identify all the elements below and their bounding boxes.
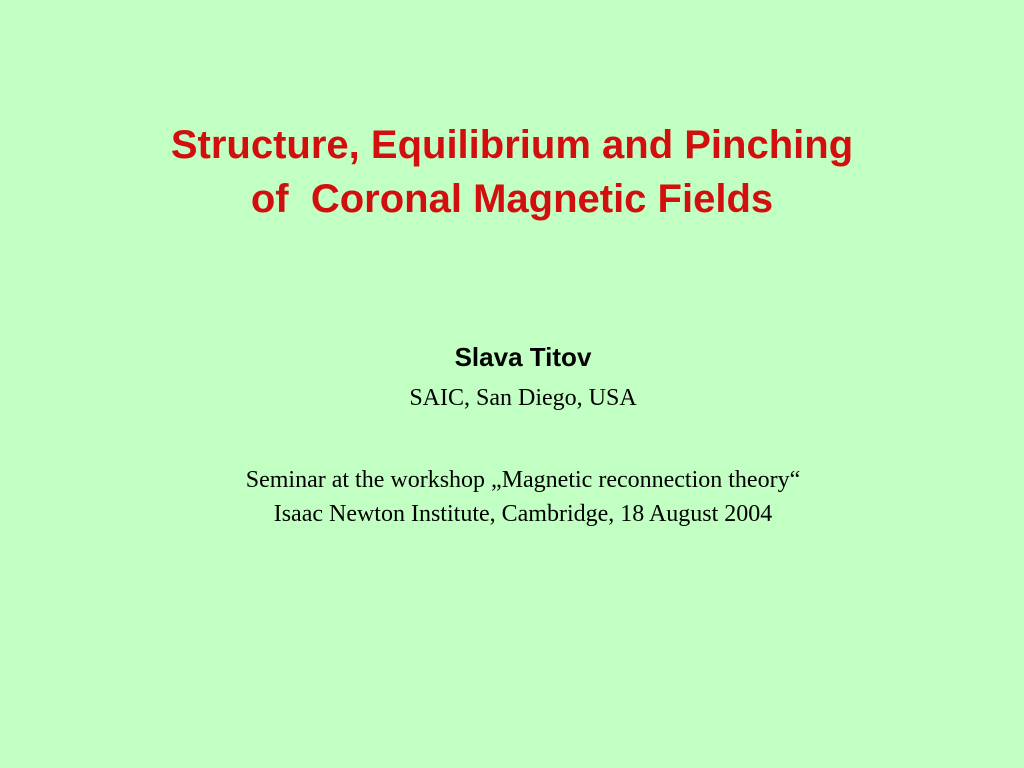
slide-title-line-2: of Coronal Magnetic Fields [250, 177, 774, 221]
seminar-line-2: Isaac Newton Institute, Cambridge, 18 August 2004 [273, 501, 773, 527]
slide-title-line-1: Structure, Equilibrium and Pinching [170, 123, 854, 167]
seminar-info [0, 463, 1024, 531]
slide-title [0, 118, 1024, 226]
seminar-line-1: Seminar at the workshop „Magnetic reconnection theory“ [245, 467, 801, 493]
author-affiliation: SAIC, San Diego, USA [409, 385, 637, 411]
author-name: Slava Titov [454, 342, 592, 372]
